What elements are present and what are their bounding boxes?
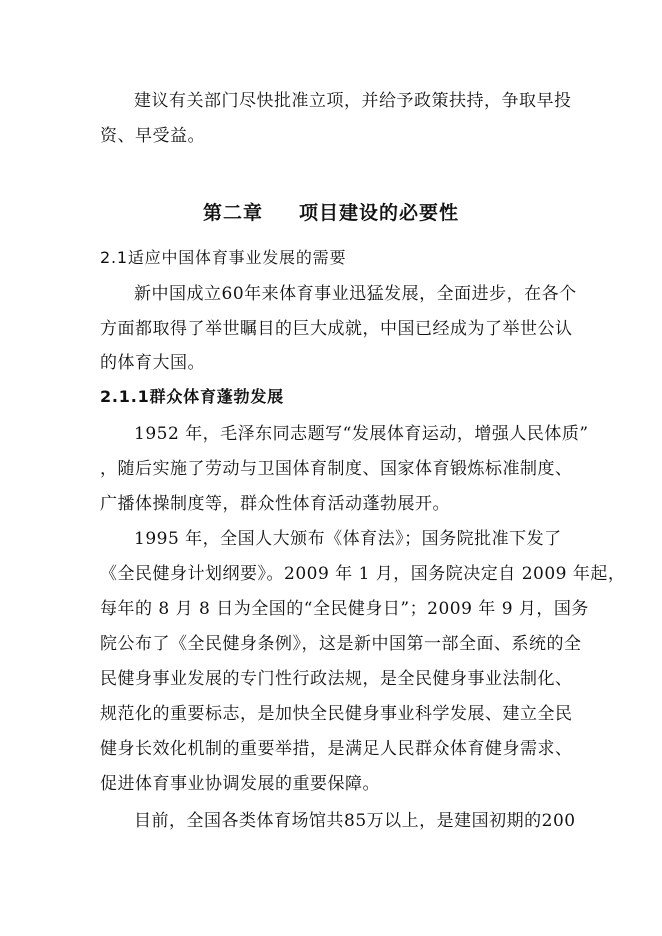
paragraph-line: 《全民健身计划纲要》。2009 年 1 月，国务院决定自 2009 年起，: [100, 564, 626, 584]
paragraph-line: 规范化的重要标志，是加快全民健身事业科学发展、建立全民: [100, 704, 573, 724]
paragraph-line: 民健身事业发展的专门性行政法规，是全民健身事业法制化、: [100, 669, 573, 689]
paragraph-line: 目前，全国各类体育场馆共85万以上，是建国初期的200: [134, 811, 576, 831]
intro-line: 建议有关部门尽快批准立项，并给予政策扶持，争取早投: [134, 91, 572, 111]
subsection-heading: 2.1.1群众体育蓬勃发展: [100, 387, 284, 406]
paragraph-line: 的体育大国。: [100, 353, 205, 373]
paragraph-line: 方面都取得了举世瞩目的巨大成就，中国已经成为了举世公认: [100, 319, 573, 339]
paragraph-line: 院公布了《全民健身条例》，这是新中国第一部全面、系统的全: [100, 634, 582, 654]
section-heading: 2.1适应中国体育事业发展的需要: [100, 248, 347, 267]
paragraph-line: 新中国成立60年来体育事业迅猛发展，全面进步，在各个: [134, 284, 577, 304]
paragraph-line: 1952 年，毛泽东同志题写“发展体育运动，增强人民体质”: [134, 424, 589, 444]
chapter-heading: [0, 200, 662, 226]
paragraph-line: 每年的 8 月 8 日为全国的“全民健身日”；2009 年 9 月，国务: [100, 599, 589, 619]
chapter-number: 第二章: [202, 202, 263, 224]
paragraph-line: 1995 年，全国人大颁布《体育法》；国务院批准下发了: [134, 529, 562, 549]
paragraph-line: ，随后实施了劳动与卫国体育制度、国家体育锻炼标准制度、: [100, 459, 573, 479]
paragraph-line: 广播体操制度等，群众性体育活动蓬勃展开。: [100, 494, 450, 514]
paragraph-line: 促进体育事业协调发展的重要保障。: [100, 774, 380, 794]
chapter-title: 项目建设的必要性: [299, 202, 460, 224]
paragraph-line: 健身长效化机制的重要举措，是满足人民群众体育健身需求、: [100, 739, 573, 759]
intro-line: 资、早受益。: [100, 126, 205, 146]
